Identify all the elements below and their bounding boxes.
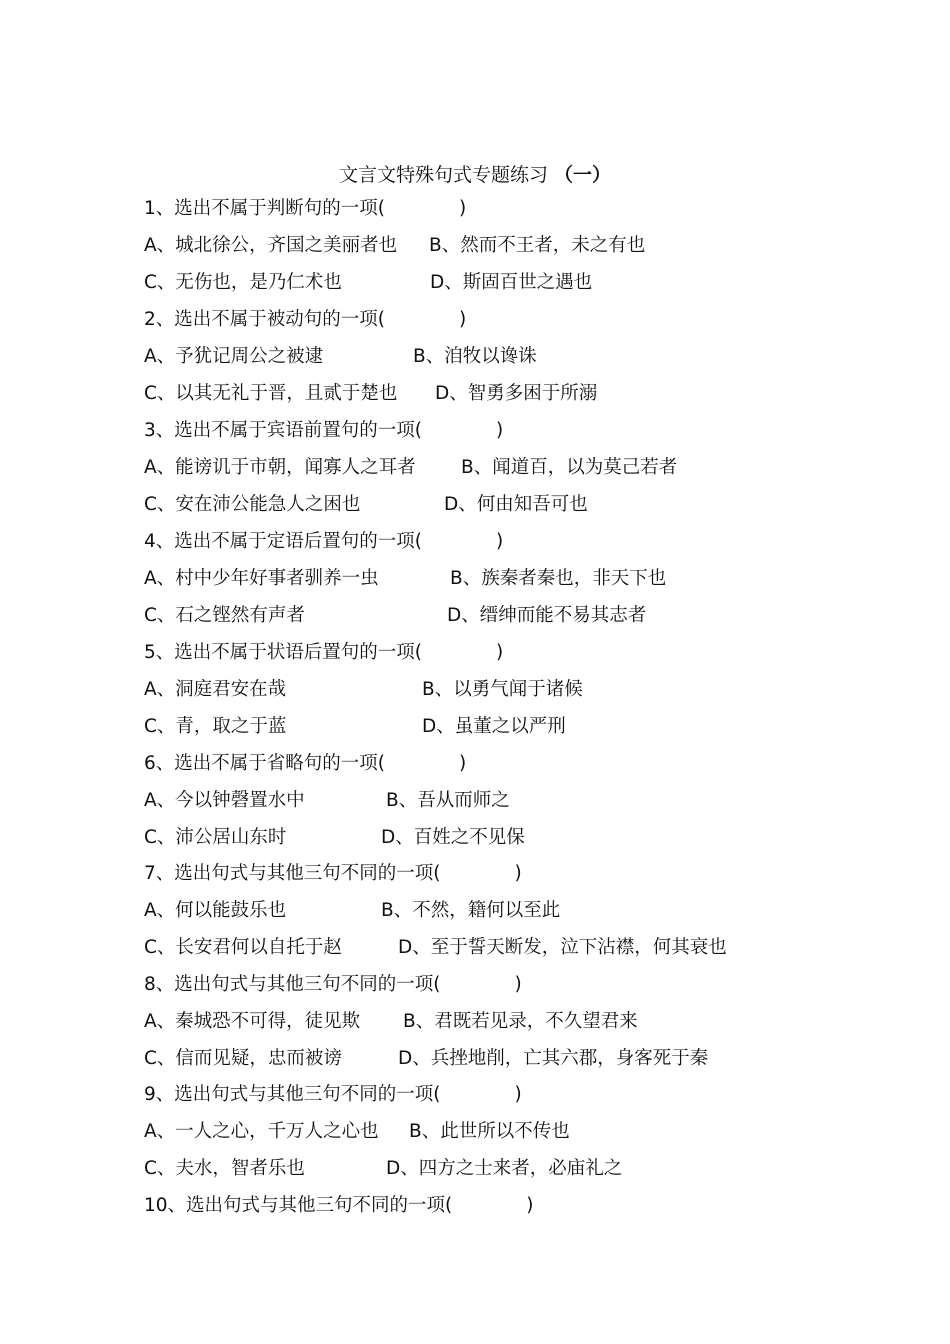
question-2-stem: 2、选出不属于被动句的一项( ) — [144, 309, 467, 330]
title-text: 文言文特殊句式专题练习 — [338, 164, 548, 186]
question-9-options-row-1 — [144, 1120, 570, 1144]
question-3-option-a: A、能谤讥于市朝，闻寡人之耳者 — [144, 457, 416, 478]
question-4-option-a: A、村中少年好事者驯养一虫 — [144, 568, 379, 589]
question-2-option-c: C、以其无礼于晋，且贰于楚也 — [144, 383, 398, 404]
question-7-option-b: B、不然，籍何以至此 — [381, 900, 561, 921]
question-3-option-d: D、何由知吾可也 — [444, 494, 588, 515]
question-1-options-row-2 — [144, 271, 593, 295]
question-9-option-a: A、一人之心，千万人之心也 — [144, 1121, 379, 1142]
question-8-options-row-1 — [144, 1010, 638, 1034]
question-6-options-row-1 — [144, 789, 510, 813]
question-5-options-row-1 — [144, 678, 583, 702]
question-7-option-c: C、长安君何以自托于赵 — [144, 937, 342, 958]
question-3-options-row-1 — [144, 456, 678, 480]
question-10-stem: 10、选出句式与其他三句不同的一项( ) — [144, 1195, 534, 1216]
question-9-options-row-2 — [144, 1157, 623, 1181]
question-1-options-row-1 — [144, 234, 646, 258]
question-8-option-b: B、君既若见录，不久望君来 — [403, 1011, 638, 1032]
question-5-stem: 5、选出不属于状语后置句的一项( ) — [144, 642, 504, 663]
question-9-option-c: C、夫水，智者乐也 — [144, 1158, 305, 1179]
question-8-options-row-2 — [144, 1047, 709, 1071]
question-1-option-a: A、城北徐公，齐国之美丽者也 — [144, 235, 398, 256]
question-2-option-b: B、洎牧以谗诛 — [413, 346, 537, 367]
question-5-option-d: D、虽董之以严刑 — [422, 716, 566, 737]
question-1-option-d: D、斯固百世之遇也 — [430, 272, 593, 293]
question-8-option-a: A、秦城恐不可得，徒见欺 — [144, 1011, 361, 1032]
question-9-option-d: D、四方之士来者，必庙礼之 — [386, 1158, 623, 1179]
question-6-options-row-2 — [144, 826, 525, 850]
question-4-option-d: D、缙绅而能不易其志者 — [447, 605, 647, 626]
question-6-stem: 6、选出不属于省略句的一项( ) — [144, 753, 467, 774]
question-5-option-b: B、以勇气闻于诸候 — [422, 679, 583, 700]
question-6-option-a: A、今以钟磬置水中 — [144, 790, 305, 811]
title-paren: （一） — [554, 164, 612, 186]
question-6-option-d: D、百姓之不见保 — [381, 827, 525, 848]
question-2-option-a: A、予犹记周公之被逮 — [144, 346, 324, 367]
question-4-option-b: B、族秦者秦也，非天下也 — [450, 568, 667, 589]
question-7-option-a: A、何以能鼓乐也 — [144, 900, 287, 921]
question-3-options-row-2 — [144, 493, 588, 517]
question-3-option-b: B、闻道百，以为莫己若者 — [461, 457, 678, 478]
question-2-options-row-1 — [144, 345, 537, 369]
question-9-stem: 9、选出句式与其他三句不同的一项( ) — [144, 1084, 522, 1105]
question-1-stem: 1、选出不属于判断句的一项( ) — [144, 198, 467, 219]
question-1-option-c: C、无伤也，是乃仁术也 — [144, 272, 342, 293]
question-7-options-row-2 — [144, 936, 727, 960]
question-3-option-c: C、安在沛公能急人之困也 — [144, 494, 361, 515]
question-8-stem: 8、选出句式与其他三句不同的一项( ) — [144, 974, 522, 995]
question-4-options-row-1 — [144, 567, 667, 591]
question-2-option-d: D、智勇多困于所溺 — [435, 383, 598, 404]
question-3-stem: 3、选出不属于宾语前置句的一项( ) — [144, 420, 504, 441]
question-7-options-row-1 — [144, 899, 561, 923]
question-9-option-b: B、此世所以不传也 — [409, 1121, 570, 1142]
question-4-stem: 4、选出不属于定语后置句的一项( ) — [144, 531, 504, 552]
question-8-option-c: C、信而见疑，忠而被谤 — [144, 1048, 342, 1069]
question-6-option-c: C、沛公居山东时 — [144, 827, 287, 848]
question-7-stem: 7、选出句式与其他三句不同的一项( ) — [144, 863, 522, 884]
question-7-option-d: D、至于誓天断发，泣下沾襟，何其衰也 — [398, 937, 727, 958]
question-8-option-d: D、兵挫地削，亡其六郡，身客死于秦 — [398, 1048, 709, 1069]
question-4-option-c: C、石之铿然有声者 — [144, 605, 305, 626]
question-5-option-c: C、青，取之于蓝 — [144, 716, 287, 737]
question-4-options-row-2 — [144, 604, 647, 628]
document-title — [0, 162, 950, 188]
question-5-option-a: A、洞庭君安在哉 — [144, 679, 287, 700]
question-1-option-b: B、然而不王者，未之有也 — [429, 235, 646, 256]
question-6-option-b: B、吾从而师之 — [386, 790, 510, 811]
question-5-options-row-2 — [144, 715, 566, 739]
question-2-options-row-2 — [144, 382, 598, 406]
